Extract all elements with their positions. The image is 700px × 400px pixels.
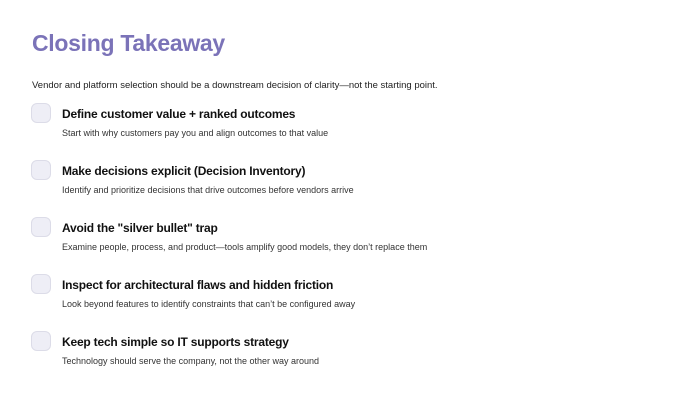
- item-description: Look beyond features to identify constraints that can’t be configured away: [62, 299, 356, 309]
- checkbox-icon[interactable]: [31, 274, 51, 294]
- list-item: [31, 217, 671, 274]
- checkbox-icon[interactable]: [31, 217, 51, 237]
- takeaway-list: [31, 103, 671, 388]
- item-description: Start with why customers pay you and align outcomes to that value: [62, 128, 329, 138]
- item-description: Identify and prioritize decisions that drive outcomes before vendors arrive: [62, 185, 354, 195]
- item-title: Inspect for architectural flaws and hidden friction: [62, 278, 334, 292]
- item-title: Make decisions explicit (Decision Inventory): [62, 164, 306, 178]
- list-item: [31, 331, 671, 388]
- list-item: [31, 160, 671, 217]
- item-title: Define customer value + ranked outcomes: [62, 107, 296, 121]
- checkbox-icon[interactable]: [31, 103, 51, 123]
- item-title: Avoid the "silver bullet" trap: [62, 221, 218, 235]
- page-title: Closing Takeaway: [32, 30, 225, 56]
- list-item: [31, 274, 671, 331]
- item-description: Technology should serve the company, not the other way around: [62, 356, 319, 366]
- page-subtitle: Vendor and platform selection should be a downstream decision of clarity—not the starting point.: [32, 80, 438, 91]
- list-item: [31, 103, 671, 160]
- checkbox-icon[interactable]: [31, 160, 51, 180]
- item-title: Keep tech simple so IT supports strategy: [62, 335, 289, 349]
- item-description: Examine people, process, and product—tools amplify good models, they don’t replace them: [62, 242, 428, 252]
- checkbox-icon[interactable]: [31, 331, 51, 351]
